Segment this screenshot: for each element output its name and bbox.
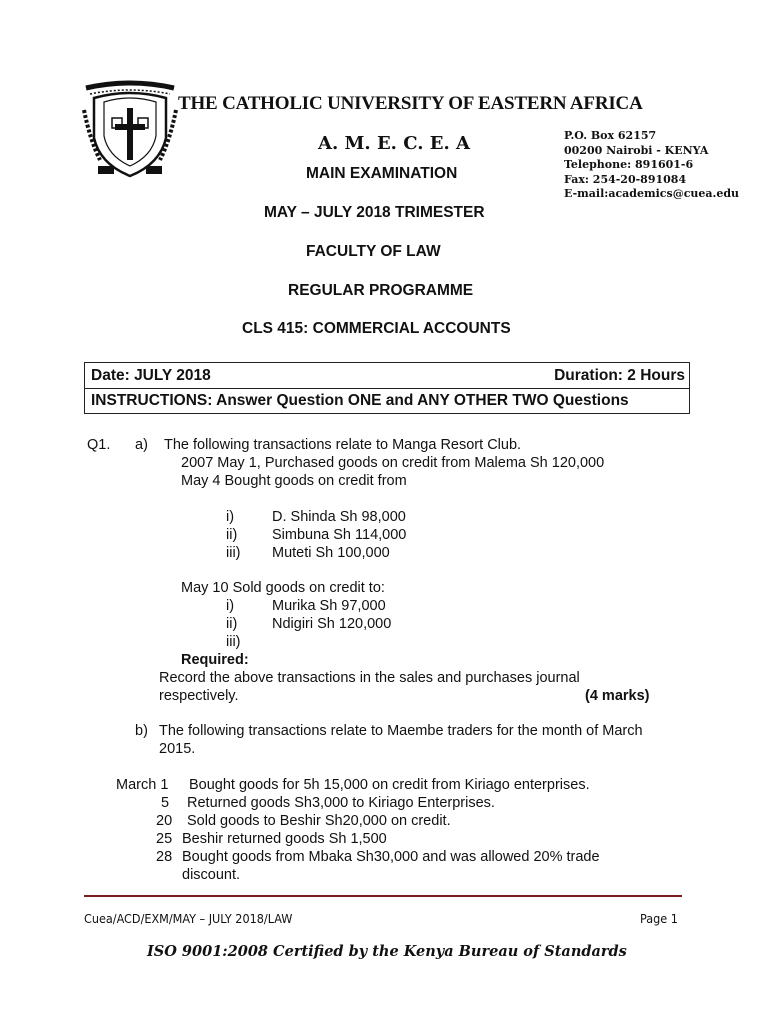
page-number: Page 1: [640, 911, 678, 926]
university-name: THE CATHOLIC UNIVERSITY OF EASTERN AFRICA: [178, 93, 643, 114]
question-text: May 4 Bought goods on credit from: [181, 473, 407, 489]
entry-date: 20: [156, 813, 173, 829]
footer-code: Cuea/ACD/EXM/MAY – JULY 2018/LAW: [84, 911, 293, 926]
list-item: Simbuna Sh 114,000: [272, 527, 407, 543]
list-item: Muteti Sh 100,000: [272, 545, 390, 561]
contact-line: P.O. Box 62157: [564, 129, 657, 142]
list-number: iii): [226, 545, 241, 561]
list-number: iii): [226, 634, 241, 650]
entry-date: 5: [161, 795, 170, 811]
question-text: The following transactions relate to Manga Resort Club.: [164, 437, 522, 453]
main-exam-heading: MAIN EXAMINATION: [306, 165, 458, 182]
footer-divider: [84, 895, 682, 897]
course-heading: CLS 415: COMMERCIAL ACCOUNTS: [242, 320, 511, 337]
list-number: i): [226, 598, 235, 614]
entry-date: 28: [156, 849, 173, 865]
list-item: Murika Sh 97,000: [272, 598, 386, 614]
question-text: 2015.: [159, 741, 196, 757]
list-number: ii): [226, 616, 238, 632]
contact-line: Fax: 254-20-891084: [564, 172, 687, 186]
contact-line: 00200 Nairobi - KENYA: [564, 143, 709, 157]
entry-text: Beshir returned goods Sh 1,500: [182, 831, 387, 847]
ameca-heading: A. M. E. C. E. A: [318, 133, 470, 154]
programme-heading: REGULAR PROGRAMME: [288, 282, 474, 299]
marks-label: (4 marks): [585, 688, 650, 704]
question-text: Record the above transactions in the sales and purchases journal: [159, 670, 580, 686]
list-item: D. Shinda Sh 98,000: [272, 509, 406, 525]
question-text: 2007 May 1, Purchased goods on credit from Malema Sh 120,000: [181, 455, 605, 471]
question-text: May 10 Sold goods on credit to:: [181, 580, 385, 596]
entry-date: 25: [156, 831, 173, 847]
question-text: respectively.: [159, 688, 239, 704]
contact-line: Telephone: 891601-6: [564, 158, 694, 171]
exam-duration: Duration: 2 Hours: [554, 367, 685, 384]
entry-text: Returned goods Sh3,000 to Kiriago Enterprises.: [187, 795, 495, 811]
question-number: Q1.: [87, 437, 111, 453]
iso-certification: ISO 9001:2008 Certified by the Kenya Bureau of Standards: [147, 943, 627, 960]
required-heading: Required:: [181, 652, 249, 668]
exam-instructions: INSTRUCTIONS: Answer Question ONE and ANY OTHER TWO Questions: [91, 392, 629, 409]
entry-text: Bought goods for 5h 15,000 on credit from Kiriago enterprises.: [189, 777, 590, 793]
entry-text: Sold goods to Beshir Sh20,000 on credit.: [187, 813, 451, 829]
university-seal-logo: [80, 80, 180, 180]
question-text: The following transactions relate to Maembe traders for the month of March: [159, 723, 643, 739]
contact-line: E-mail:academics@cuea.edu: [564, 187, 740, 200]
entry-text: discount.: [182, 867, 241, 883]
entry-date: March 1: [116, 777, 169, 793]
part-label: a): [135, 437, 148, 453]
list-number: i): [226, 509, 235, 525]
faculty-heading: FACULTY OF LAW: [306, 243, 441, 260]
contact-block: [564, 129, 739, 202]
list-number: ii): [226, 527, 238, 543]
entry-text: Bought goods from Mbaka Sh30,000 and was allowed 20% trade: [182, 849, 600, 865]
part-label: b): [135, 723, 148, 739]
trimester-heading: MAY – JULY 2018 TRIMESTER: [264, 204, 485, 221]
list-item: Ndigiri Sh 120,000: [272, 616, 392, 632]
exam-info-box: [84, 362, 690, 414]
info-row-date: [85, 363, 689, 389]
exam-date: Date: JULY 2018: [91, 367, 211, 384]
